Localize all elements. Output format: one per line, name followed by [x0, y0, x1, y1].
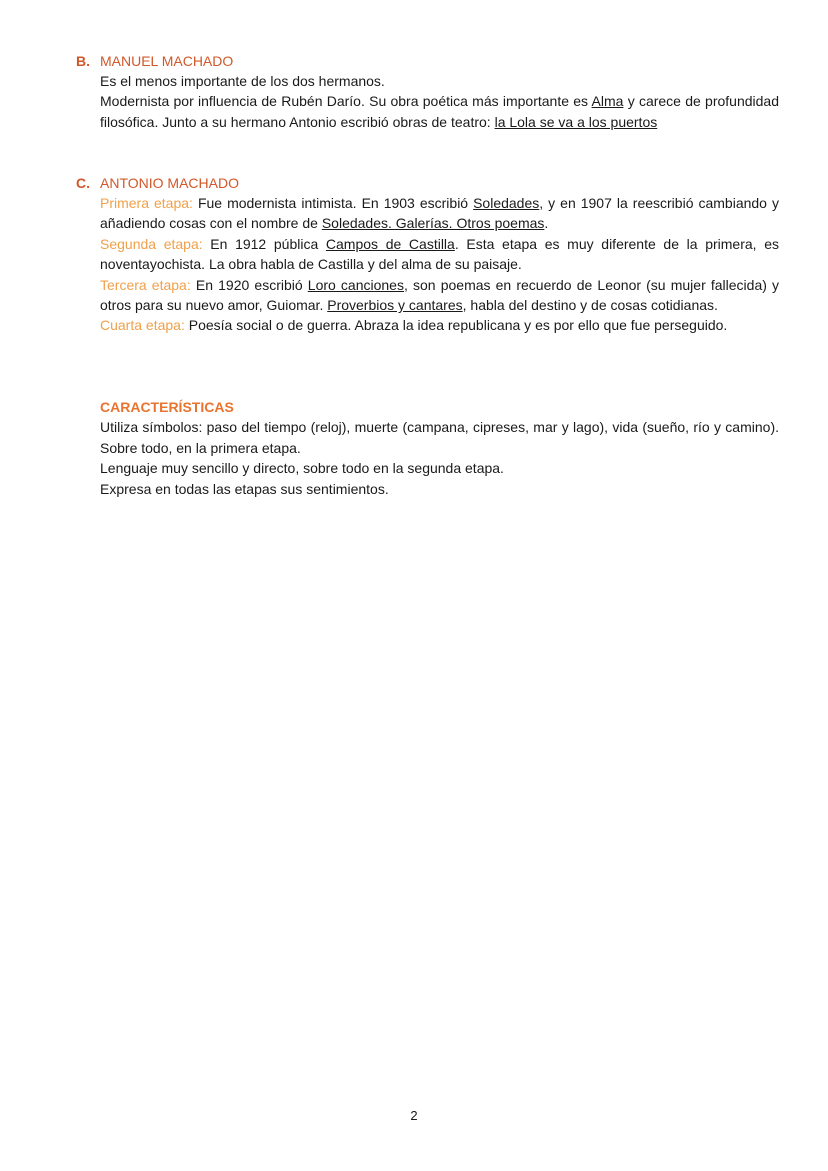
work-title-play: la Lola se va a los puertos: [494, 113, 658, 130]
work-title: Campos de Castilla: [325, 235, 455, 252]
paragraph: Utiliza símbolos: paso del tiempo (reloj), muerte (campana, cipreses, mar y lago), vida (sueño, río y camino). Sobre todo, en la primera etapa.: [100, 419, 779, 456]
stage-label: Cuarta etapa:: [100, 317, 185, 334]
work-title: Soledades: [473, 195, 540, 211]
stage-label: Tercera etapa:: [100, 276, 191, 293]
section-heading: [76, 173, 779, 193]
text-run: . Esta etapa es muy diferente de la primera, es noventayochista. La obra habla de Castilla y del alma de su paisaje.: [100, 235, 779, 273]
section-body: [100, 71, 779, 132]
text-run: .: [544, 215, 549, 232]
text-run: En 1912 pública: [202, 235, 326, 252]
characteristics-body: [100, 397, 779, 499]
paragraph: Lenguaje muy sencillo y directo, sobre todo en la segunda etapa.: [100, 460, 504, 477]
stage-cuarta: [100, 315, 779, 335]
work-title: Proverbios y cantares: [327, 297, 463, 314]
work-title: Loro canciones: [307, 276, 404, 293]
characteristics-section: [76, 397, 779, 499]
stage-tercera: [100, 275, 779, 316]
section-letter: B.: [76, 53, 90, 69]
characteristics-heading: CARACTERÍSTICAS: [100, 399, 234, 415]
stage-primera: [100, 193, 779, 234]
text-run: Modernista por influencia de Rubén Darío. Su obra poética más importante es: [100, 93, 592, 110]
stage-label: Segunda etapa:: [100, 235, 203, 252]
text-run: y carece de profundidad filosófica. Junto a su hermano Antonio escribió obras de teatro:: [100, 93, 779, 130]
text-run: , son poemas en recuerdo de Leonor (su mujer fallecida) y otros para su nuevo amor, Guiomar.: [100, 276, 780, 314]
section-body: [100, 193, 779, 336]
section-heading: [76, 51, 779, 71]
work-title-alma: Alma: [591, 93, 624, 110]
text-run: , habla del destino y de cosas cotidianas.: [462, 297, 718, 314]
text-run: Poesía social o de guerra. Abraza la idea republicana y es por ello que fue perseguido.: [184, 317, 728, 334]
page-number: 2: [410, 1108, 418, 1123]
paragraph: Expresa en todas las etapas sus sentimientos.: [100, 480, 389, 497]
section-manuel-machado: [76, 51, 779, 132]
text-run: Fue modernista intimista. En 1903 escribió: [192, 195, 474, 211]
section-antonio-machado: [76, 173, 779, 336]
paragraph: Es el menos importante de los dos hermanos.: [100, 73, 385, 89]
stage-label: Primera etapa:: [100, 195, 193, 211]
section-title: ANTONIO MACHADO: [100, 175, 239, 191]
text-run: , y en 1907 la reescribió cambiando y añadiendo cosas con el nombre de: [100, 195, 779, 232]
work-title: Soledades. Galerías. Otros poemas: [321, 215, 545, 232]
text-run: En 1920 escribió: [190, 276, 308, 293]
section-title: MANUEL MACHADO: [100, 53, 234, 69]
paragraph: [100, 91, 779, 132]
stage-segunda: [100, 234, 779, 275]
section-letter: C.: [76, 175, 90, 191]
